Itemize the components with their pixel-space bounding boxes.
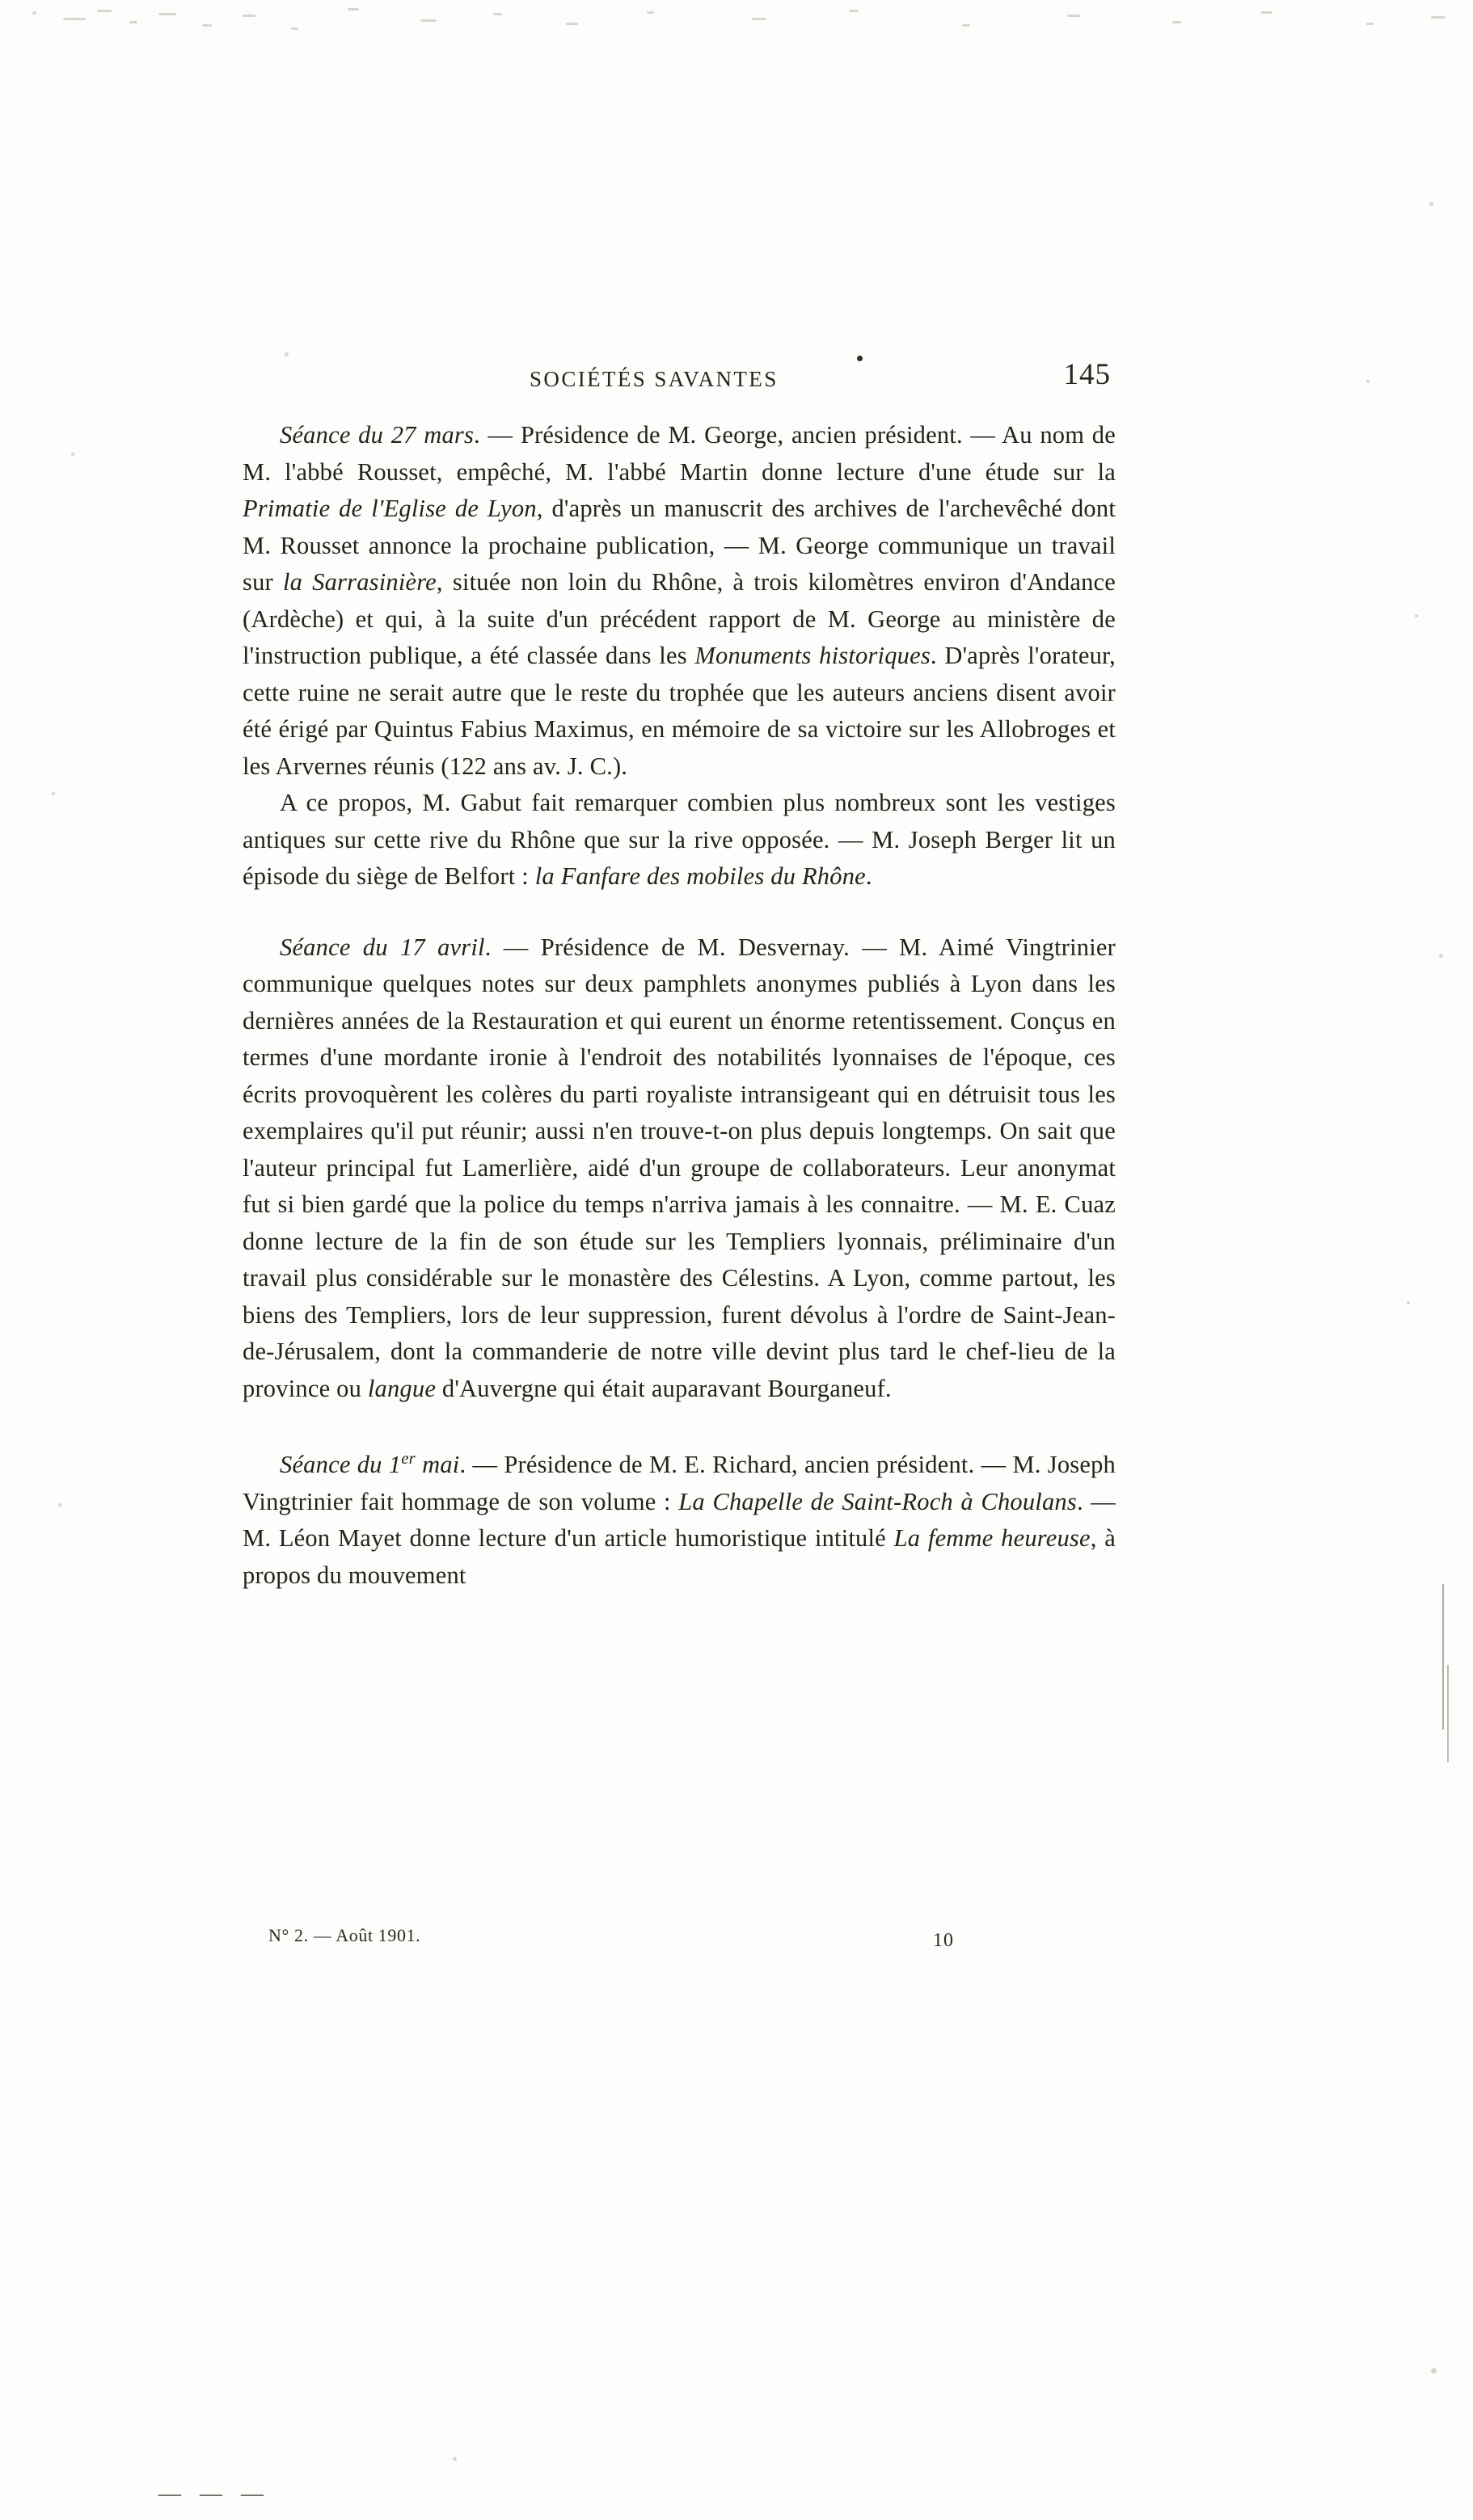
title-primatie: Primatie de l'Eglise de Lyon <box>243 495 537 522</box>
scan-speckle <box>1366 23 1374 25</box>
title-femme-heureuse: La femme heureuse <box>893 1524 1091 1553</box>
paragraph-a-ce-propos: A ce propos, M. Gabut fait remarquer combien plus nombreux sont les vestiges antiques sur cette rive du Rhône que sur la rive opposée. — M. Joseph Berger lit un épisode du siège de Belfort : la Fanfare des mobiles du Rhône. <box>243 789 1116 890</box>
scan-speckle <box>158 13 176 15</box>
scan-speckle <box>1172 21 1181 23</box>
seance-heading-2: Séance du 17 avril <box>280 933 485 961</box>
scan-speckle <box>1431 2368 1437 2374</box>
title-sarrasiniere: la Sarrasinière <box>282 568 437 596</box>
scan-speckle <box>493 13 502 15</box>
paragraph-seance-1er-mai: Séance du 1er mai. — Présidence de M. E. Richard, ancien président. — M. Joseph Vingtrinier fait hommage de son volume : La Chapelle de Saint-Roch à Choulans. — M. Léon Mayet donne lecture d'un article humoristique intitulé La femme heureuse, à propos du mouvement <box>243 1450 1116 1589</box>
page-text-column <box>243 339 1116 1594</box>
seance-heading-1: Séance du 27 mars <box>280 421 475 449</box>
scan-speckle <box>32 11 36 15</box>
running-head: SOCIÉTÉS SAVANTES <box>530 367 779 391</box>
title-fanfare: la Fanfare des mobiles du Rhône <box>534 862 866 890</box>
scan-speckle <box>1429 202 1433 206</box>
scan-speckle <box>1366 380 1370 383</box>
seance-heading-3: Séance du 1er mai <box>280 1450 460 1479</box>
scan-speckle <box>1067 15 1080 17</box>
scan-speckle <box>97 10 112 12</box>
header-dot <box>857 356 863 361</box>
scan-speckle <box>1431 16 1446 19</box>
footer-signature: 10 <box>933 1930 954 1951</box>
bottom-marks: — — — <box>158 2481 270 2506</box>
scan-speckle <box>453 2457 457 2461</box>
scan-speckle <box>58 1503 61 1507</box>
scan-speckle <box>348 8 359 11</box>
paragraph-seance-17-avril: Séance du 17 avril. — Présidence de M. Desvernay. — M. Aimé Vingtrinier communique quelques notes sur deux pamphlets anonymes publiés à Lyon dans les dernières années de la Restauration et qui eurent un énorme retentissement. Conçus en termes d'une mordante ironie à l'endroit des notabilités lyonnaises de l'époque, ces écrits provoquèrent les colères du parti royaliste intransigeant qui en détruisit tous les exemplaires qu'il put réunir; aussi n'en trouve-t-on plus depuis longtemps. On sait que l'auteur principal fut Lamerlière, aidé d'un groupe de collaborateurs. Leur anonymat fut si bien gardé que la police du temps n'arriva jamais à les connaitre. — M. E. Cuaz donne lecture de la fin de son étude sur les Templiers lyonnais, préliminaire d'un travail plus considérable sur le monastère des Célestins. A Lyon, comme partout, les biens des Templiers, lors de leur suppression, furent dévolus à l'ordre de Saint-Jean-de-Jérusalem, dont la commanderie de notre ville devint plus tard le chef-lieu de la province ou langue d'Auvergne qui était auparavant Bourganeuf. <box>243 933 1116 1402</box>
page-edge-rule <box>1442 1584 1444 1730</box>
scan-speckle <box>647 11 654 14</box>
page-header <box>243 339 1116 396</box>
scan-speckle <box>71 453 74 456</box>
paragraph-spacer <box>243 895 1116 929</box>
paragraph-seance-27-mars: Séance du 27 mars. — Présidence de M. George, ancien président. — Au nom de M. l'abbé Rousset, empêché, M. l'abbé Martin donne lecture d'une étude sur la Primatie de l'Eglise de Lyon, d'après un manuscrit des archives de l'archevêché dont M. Rousset annonce la prochaine publication, — M. George communique un travail sur la Sarrasinière, située non loin du Rhône, à trois kilomètres environ d'Andance (Ardèche) et qui, à la suite d'un précédent rapport de M. George au ministère de l'instruction publique, a été classée dans les Monuments historiques. D'après l'orateur, cette ruine ne serait autre que le reste du trophée que les auteurs anciens disent avoir été érigé par Quintus Fabius Maximus, en mémoire de sa victoire sur les Allobroges et les Arvernes réunis (122 ans av. J. C.). <box>243 421 1116 780</box>
scan-speckle <box>420 19 437 22</box>
paragraph-spacer <box>243 1407 1116 1441</box>
scan-speckle <box>129 21 137 23</box>
title-monuments: Monuments historiques <box>694 642 931 669</box>
scan-speckle <box>1407 1301 1410 1304</box>
scan-speckle <box>291 27 298 30</box>
scan-speckle <box>52 792 55 795</box>
title-chapelle: La Chapelle de Saint-Roch à Choulans <box>678 1487 1077 1515</box>
scan-speckle <box>566 23 578 25</box>
scan-speckle <box>202 24 212 27</box>
scan-speckle <box>752 18 766 20</box>
scan-speckle <box>1415 614 1418 617</box>
scan-speckle <box>1261 11 1273 14</box>
scan-speckle <box>962 24 970 27</box>
page-number: 145 <box>1063 358 1111 391</box>
page-edge-rule <box>1447 1665 1449 1762</box>
footer-issue: N° 2. — Août 1901. <box>268 1925 421 1945</box>
scan-speckle <box>1439 954 1443 958</box>
scan-speckle <box>243 15 255 17</box>
word-langue: langue <box>367 1374 437 1402</box>
scan-speckle <box>63 18 86 20</box>
scan-speckle <box>849 10 859 12</box>
